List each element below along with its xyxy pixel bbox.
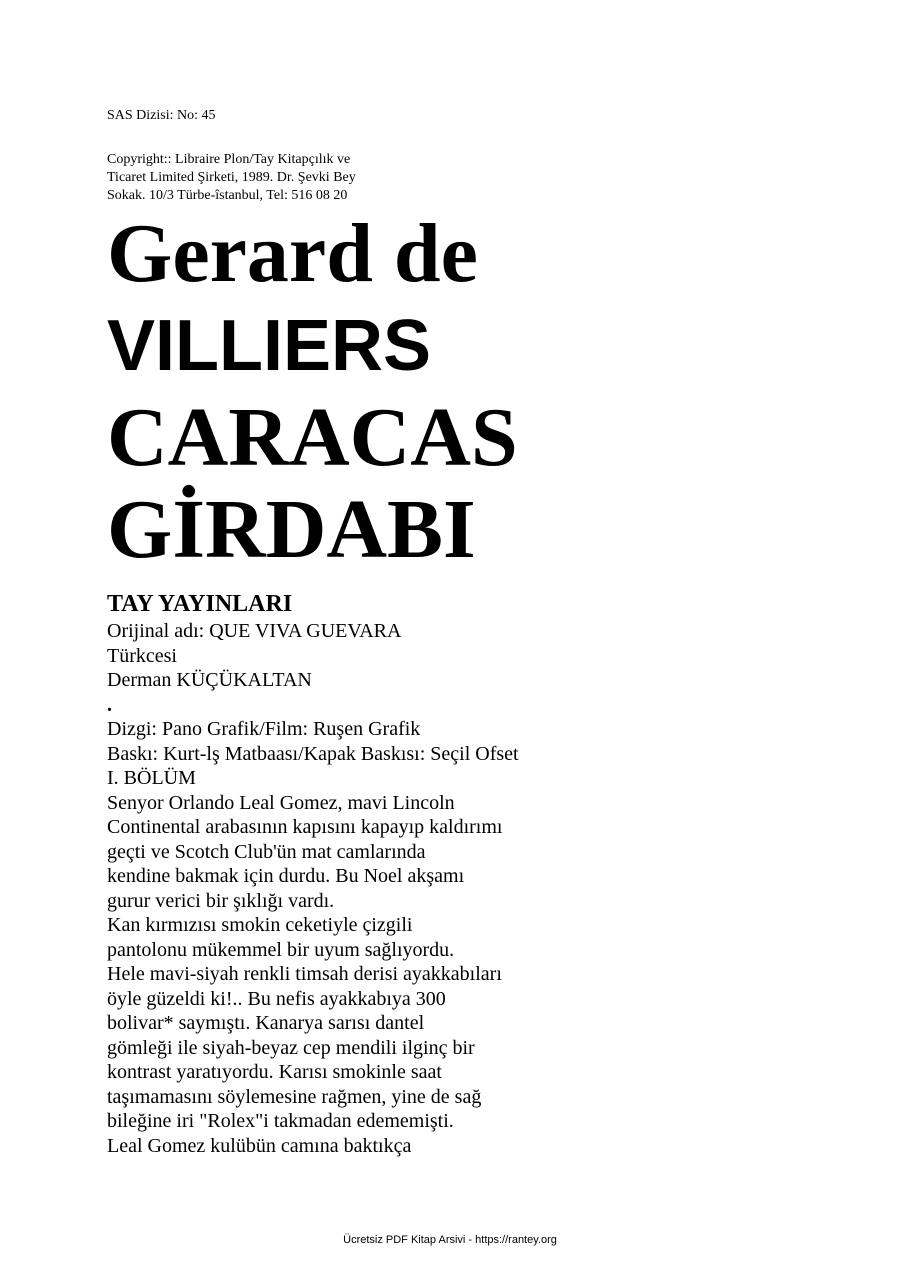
- copyright-line: Sokak. 10/3 Türbe-îstanbul, Tel: 516 08 20: [107, 188, 348, 203]
- publisher-name: TAY YAYINLARI: [107, 591, 293, 617]
- book-title-line-1: CARACAS: [107, 391, 518, 484]
- paragraph-line: bolivar* saymıştı. Kanarya sarısı dantel: [107, 1012, 425, 1034]
- translation-label: Türkcesi: [107, 644, 177, 667]
- footer-archive-link: Ücretsiz PDF Kitap Arsivi - https://rantey.org: [343, 1234, 557, 1246]
- paragraph-line: bileğine iri "Rolex"i takmadan edememişti.: [107, 1110, 454, 1132]
- body-text: [107, 619, 519, 1158]
- author-last-name: VILLIERS: [107, 306, 432, 386]
- paragraph-line: öyle güzeldi ki!.. Bu nefis ayakkabıya 300: [107, 987, 446, 1010]
- copyright-line: Ticaret Limited Şirketi, 1989. Dr. Şevki Bey: [107, 170, 356, 185]
- paragraph-line: gurur verici bir şıklığı vardı.: [107, 889, 335, 912]
- series-line: SAS Dizisi: No: 45: [107, 108, 216, 123]
- copyright-line: Copyright:: Libraire Plon/Tay Kitapçılık ve: [107, 152, 351, 167]
- paragraph-line: Kan kırmızısı smokin ceketiyle çizgili: [107, 914, 413, 936]
- original-title-line: Orijinal adı: QUE VIVA GUEVARA: [107, 620, 402, 642]
- title-block: [107, 208, 518, 576]
- paragraph-line: Leal Gomez kulübün camına baktıkça: [107, 1134, 412, 1157]
- paragraph-line: pantolonu mükemmel bir uyum sağlıyordu.: [107, 938, 455, 961]
- printing-line: Baskı: Kurt-lş Matbaası/Kapak Baskısı: Seçil Ofset: [107, 742, 519, 765]
- separator-dot: .: [107, 693, 112, 716]
- chapter-heading: I. BÖLÜM: [107, 767, 196, 789]
- paragraph-line: Continental arabasının kapısını kapayıp kaldırımı: [107, 816, 503, 838]
- paragraph-line: geçti ve Scotch Club'ün mat camlarında: [107, 840, 426, 863]
- copyright-notice: [107, 151, 356, 205]
- paragraph-line: taşımamasını söylemesine rağmen, yine de sağ: [107, 1085, 482, 1108]
- book-title-line-2: GİRDABI: [107, 483, 476, 576]
- typesetting-line: Dizgi: Pano Grafik/Film: Ruşen Grafik: [107, 718, 421, 740]
- author-first-name: Gerard de: [107, 207, 478, 300]
- paragraph-line: kontrast yaratıyordu. Karısı smokinle saat: [107, 1061, 442, 1083]
- translator-name: Derman KÜÇÜKALTAN: [107, 669, 312, 691]
- paragraph-line: Hele mavi-siyah renkli timsah derisi ayakkabıları: [107, 963, 502, 985]
- paragraph-line: Senyor Orlando Leal Gomez, mavi Lincoln: [107, 791, 455, 814]
- paragraph-line: kendine bakmak için durdu. Bu Noel akşamı: [107, 865, 465, 887]
- paragraph-line: gömleği ile siyah-beyaz cep mendili ilginç bir: [107, 1036, 475, 1059]
